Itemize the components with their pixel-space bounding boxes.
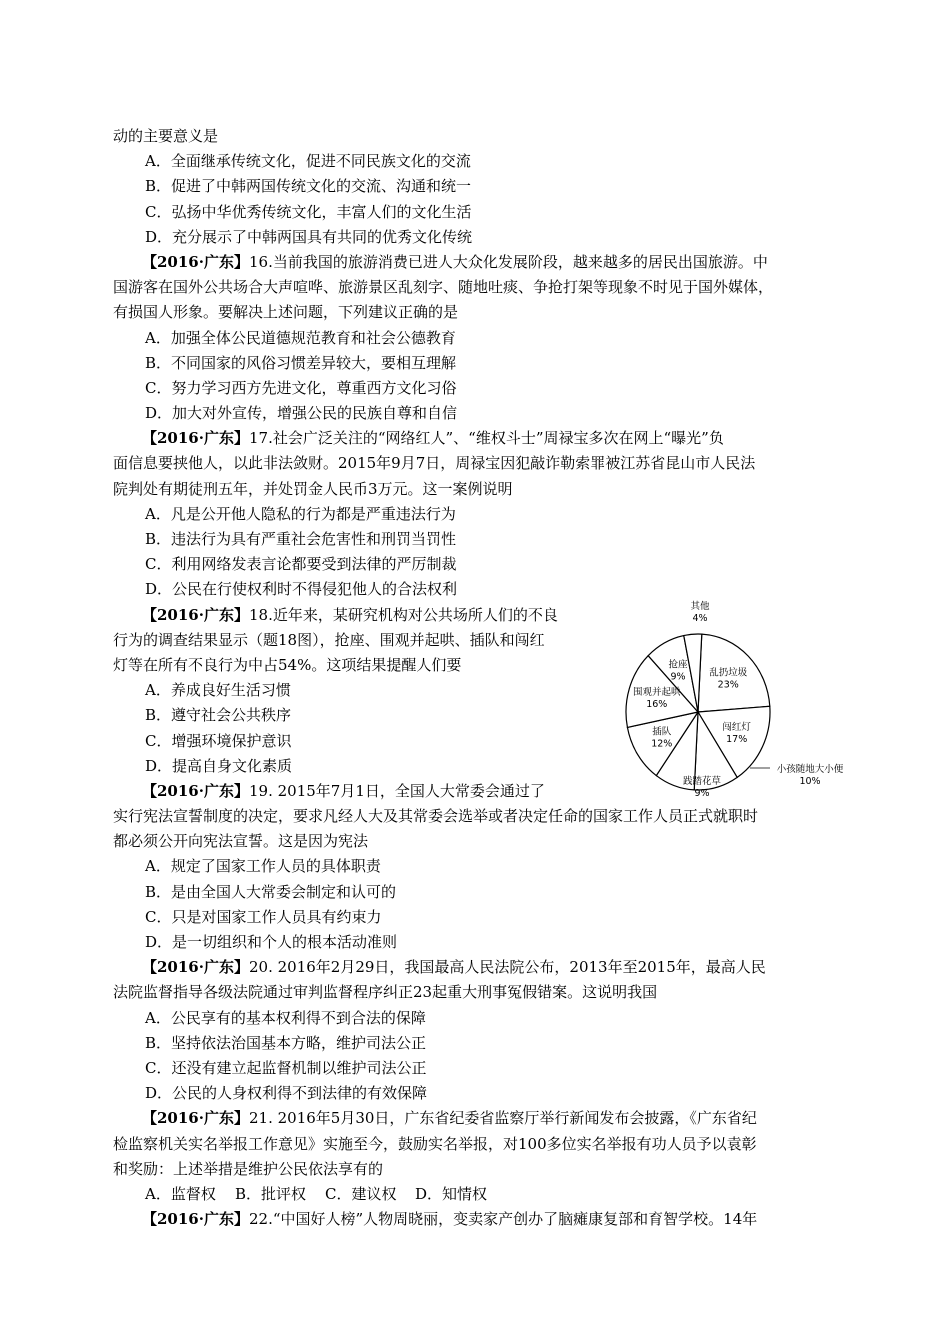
q21-option-d: D．知情权 bbox=[415, 1184, 488, 1203]
q17-stem-1 bbox=[113, 426, 835, 451]
q19-text-1: 19. 2015年7月1日，全国人大常委会通过了 bbox=[248, 781, 545, 800]
q19-option-d: D．是一切组织和个人的根本活动准则 bbox=[145, 933, 398, 951]
q15-option-c: C．弘扬中华优秀传统文化，丰富人们的文化生活 bbox=[145, 202, 472, 221]
q20-tag: 【2016·广东】 bbox=[142, 958, 249, 977]
q18-pie-chart bbox=[620, 600, 844, 799]
pie-slice-label: 小孩随地大小便 bbox=[776, 764, 844, 775]
q22-tag: 【2016·广东】 bbox=[142, 1210, 249, 1229]
q16-text-1: 16.当前我国的旅游消费已进人大众化发展阶段，越来越多的居民出国旅游。中 bbox=[248, 252, 768, 271]
q21-option-c: C．建议权 bbox=[325, 1184, 397, 1203]
q19-option-c: C．只是对国家工作人员具有约束力 bbox=[145, 907, 382, 926]
q18-stem-2: 行为的调查结果显示（题18图），抢座、围观并起哄、插队和闯红 bbox=[113, 630, 545, 649]
pie-slice-value: 23% bbox=[717, 679, 739, 691]
pie-slice-value: 10% bbox=[799, 776, 821, 787]
pie-slice-label: 闯红灯 bbox=[722, 721, 751, 733]
q19-option-a: A．规定了国家工作人员的具体职责 bbox=[145, 857, 381, 876]
q18-option-c: C．增强环境保护意识 bbox=[145, 731, 292, 750]
pie-slice-value: 9% bbox=[670, 671, 686, 683]
pie-slice-label: 插队 bbox=[652, 726, 672, 738]
q17-stem-2: 面信息要挟他人，以此非法敛财。2015年9月7日，周禄宝因犯敲诈勒索罪被江苏省昆山市人民法 bbox=[113, 454, 756, 473]
q16-tag: 【2016·广东】 bbox=[142, 252, 249, 271]
q15-option-d: D．充分展示了中韩两国具有共同的优秀文化传统 bbox=[145, 227, 473, 246]
pie-slice-value: 4% bbox=[692, 613, 708, 624]
pie-slice-label: 围观并起哄 bbox=[633, 687, 681, 699]
q16-option-d: D．加大对外宣传，增强公民的民族自尊和自信 bbox=[145, 404, 458, 423]
pie-slice-value: 9% bbox=[694, 788, 710, 799]
pie-slices bbox=[626, 634, 770, 790]
q17-option-c: C．利用网络发表言论都要受到法律的严厉制裁 bbox=[145, 555, 457, 574]
q17-option-d: D．公民在行使权利时不得侵犯他人的合法权利 bbox=[145, 580, 458, 599]
q20-stem-1 bbox=[113, 955, 835, 980]
q18-stem-1 bbox=[113, 603, 647, 628]
q21-tag: 【2016·广东】 bbox=[142, 1109, 249, 1128]
q16-stem-1 bbox=[113, 250, 835, 275]
q18-option-d: D．提高自身文化素质 bbox=[145, 756, 293, 775]
q21-text-1: 21. 2016年5月30日，广东省纪委省监察厅举行新闻发布会披露，《广东省纪 bbox=[248, 1109, 757, 1128]
q16-stem-3: 有损国人形象。要解决上述问题，下列建议正确的是 bbox=[113, 303, 459, 322]
q20-option-a: A．公民享有的基本权利得不到合法的保障 bbox=[145, 1008, 426, 1027]
q17-option-b: B．违法行为具有严重社会危害性和刑罚当罚性 bbox=[145, 530, 457, 548]
q18-stem-3: 灯等在所有不良行为中占54%。这项结果提醒人们要 bbox=[113, 655, 462, 674]
q19-stem-1 bbox=[113, 779, 647, 804]
q20-option-c: C．还没有建立起监督机制以维护司法公正 bbox=[145, 1058, 427, 1077]
q21-option-a: A．监督权 bbox=[145, 1184, 216, 1203]
q17-stem-3: 院判处有期徒刑五年，并处罚金人民币3万元。这一案例说明 bbox=[113, 479, 513, 498]
q19-tag: 【2016·广东】 bbox=[142, 781, 249, 800]
q15-option-b: B．促进了中韩两国传统文化的交流、沟通和统一 bbox=[145, 177, 472, 196]
q18-option-a: A．养成良好生活习惯 bbox=[145, 681, 291, 700]
q16-stem-2: 国游客在国外公共场合大声喧哗、旅游景区乱刻字、随地吐痰、争抢打架等现象不时见于国外媒体， bbox=[113, 278, 774, 297]
q17-tag: 【2016·广东】 bbox=[142, 429, 249, 448]
q21-option-b: B．批评权 bbox=[235, 1184, 307, 1203]
q18-tag: 【2016·广东】 bbox=[142, 605, 249, 624]
q20-text-1: 20. 2016年2月29日，我国最高人民法院公布，2013年至2015年，最高人民 bbox=[248, 958, 766, 977]
pie-slice-value: 16% bbox=[646, 699, 668, 711]
q21-stem-1 bbox=[113, 1106, 835, 1131]
q19-stem-2: 实行宪法宣誓制度的决定，要求凡经人大及其常委会选举或者决定任命的国家工作人员正式就职时 bbox=[113, 807, 759, 826]
q20-stem-2: 法院监督指导各级法院通过审判监督程序纠正23起重大刑事冤假错案。这说明我国 bbox=[113, 983, 658, 1002]
pie-slice-label: 乱扔垃圾 bbox=[709, 667, 748, 679]
q16-option-b: B．不同国家的风俗习惯差异较大，要相互理解 bbox=[145, 353, 457, 372]
q20-option-b: B．坚持依法治国基本方略，维护司法公正 bbox=[145, 1033, 427, 1052]
q21-stem-2: 检监察机关实名举报工作意见》实施至今，鼓励实名举报，对100多位实名举报有功人员予以袁彰 bbox=[113, 1134, 757, 1153]
pie-slice-label: 抢座 bbox=[668, 659, 688, 671]
q22-stem-1 bbox=[113, 1207, 835, 1232]
q16-option-c: C．努力学习西方先进文化，尊重西方文化习俗 bbox=[145, 378, 457, 397]
pie-slice-label: 其他 bbox=[690, 601, 710, 612]
q19-stem-3: 都必须公开向宪法宣誓。这是因为宪法 bbox=[113, 832, 369, 851]
q15-tail: 动的主要意义是 bbox=[113, 127, 219, 145]
q17-text-1: 17.社会广泛关注的“网络红人”、“维权斗士”周禄宝多次在网上“曝光”负 bbox=[248, 429, 724, 448]
pie-slice-value: 12% bbox=[651, 738, 673, 750]
pie-slice-value: 17% bbox=[726, 733, 748, 745]
q15-option-a: A．全面继承传统文化，促进不同民族文化的交流 bbox=[145, 152, 471, 171]
q17-option-a: A．凡是公开他人隐私的行为都是严重违法行为 bbox=[145, 504, 456, 523]
q21-options bbox=[113, 1182, 835, 1207]
q20-option-d: D．公民的人身权利得不到法律的有效保障 bbox=[145, 1084, 428, 1103]
pie-slice-label: 践踏花草 bbox=[682, 776, 722, 787]
q21-stem-3: 和奖励：上述举措是维护公民依法享有的 bbox=[113, 1159, 384, 1178]
q16-option-a: A．加强全体公民道德规范教育和社会公德教育 bbox=[145, 328, 456, 347]
q18-text-1: 18.近年来，某研究机构对公共场所人们的不良 bbox=[248, 605, 558, 624]
q19-option-b: B．是由全国人大常委会制定和认可的 bbox=[145, 882, 397, 901]
q22-text-1: 22.“中国好人榜”人物周晓丽，变卖家产创办了脑瘫康复部和育智学校。14年 bbox=[248, 1210, 758, 1229]
q18-option-b: B．遵守社会公共秩序 bbox=[145, 706, 292, 725]
